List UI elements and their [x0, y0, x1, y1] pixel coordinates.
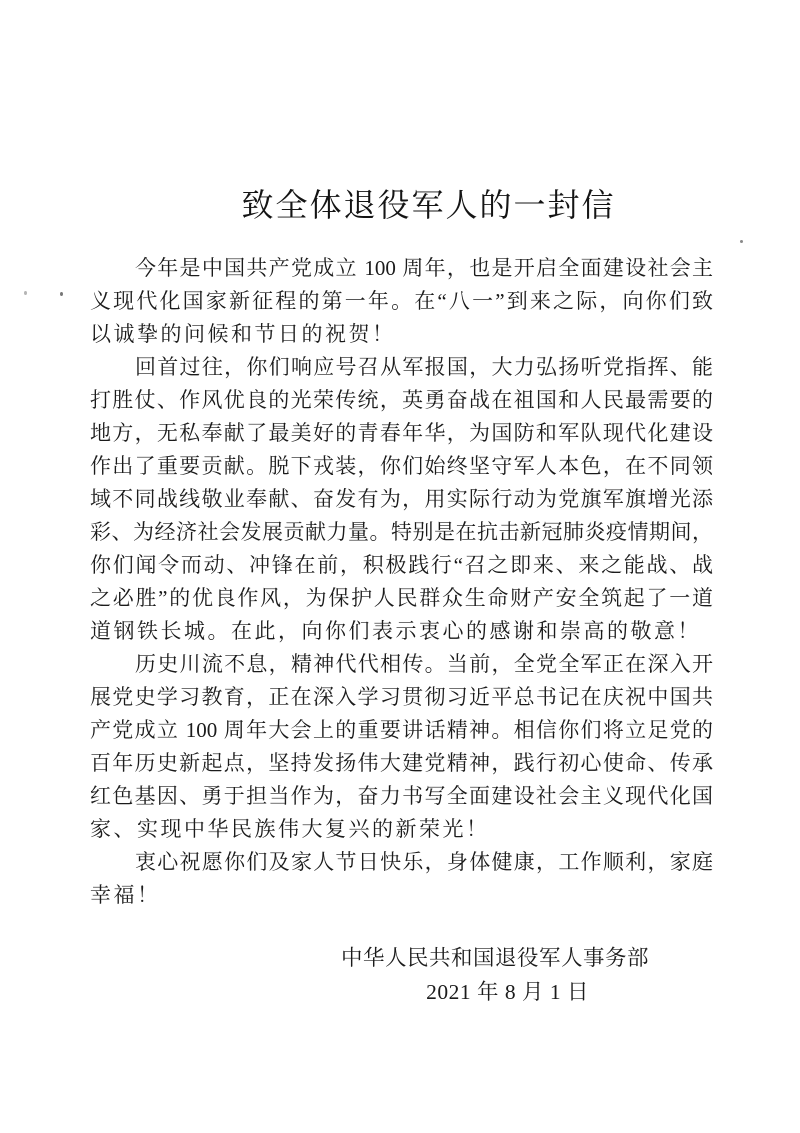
letter-body	[90, 252, 713, 912]
letter-body-line: 幸福！	[90, 883, 161, 907]
letter-title: 致全体退役军人的一封信	[241, 187, 616, 223]
signature-block	[90, 941, 713, 1009]
letter-body-line: 彩、为经济社会发展贡献力量。特别是在抗击新冠肺炎疫情期间，	[90, 520, 713, 544]
scan-speck	[24, 291, 27, 295]
letter-body-line: 百年历史新起点，坚持发扬伟大建党精神，践行初心使命、传承	[90, 751, 713, 775]
letter-body-line: 展党史学习教育，正在深入学习贯彻习近平总书记在庆祝中国共	[90, 685, 713, 709]
letter-body-line: 义现代化国家新征程的第一年。在“八一”到来之际，向你们致	[90, 289, 713, 313]
letter-body-line: 红色基因、勇于担当作为，奋力书写全面建设社会主义现代化国	[90, 784, 713, 808]
letter-body-line: 家、实现中华民族伟大复兴的新荣光！	[90, 817, 490, 841]
signature-date: 2021 年 8 月 1 日	[426, 980, 589, 1004]
letter-body-line: 回首过往，你们响应号召从军报国，大力弘扬听党指挥、能	[135, 355, 713, 379]
letter-body-line: 以诚挚的问候和节日的祝贺！	[90, 322, 396, 346]
scan-speck	[60, 292, 63, 296]
letter-body-line: 道钢铁长城。在此，向你们表示衷心的感谢和崇高的敬意！	[90, 619, 701, 643]
letter-body-line: 历史川流不息，精神代代相传。当前，全党全军正在深入开	[135, 652, 713, 676]
signature-organization: 中华人民共和国退役军人事务部	[340, 946, 649, 970]
letter-body-line: 你们闻令而动、冲锋在前，积极践行“召之即来、来之能战、战	[90, 553, 713, 577]
letter-body-line: 今年是中国共产党成立 100 周年，也是开启全面建设社会主	[135, 256, 713, 280]
letter-body-line: 之必胜”的优良作风，为保护人民群众生命财产安全筑起了一道	[90, 586, 713, 610]
letter-body-line: 产党成立 100 周年大会上的重要讲话精神。相信你们将立足党的	[90, 718, 713, 742]
letter-body-line: 打胜仗、作风优良的光荣传统，英勇奋战在祖国和人民最需要的	[90, 388, 713, 412]
scan-speck	[740, 240, 743, 243]
letter-body-line: 域不同战线敬业奉献、奋发有为，用实际行动为党旗军旗增光添	[90, 487, 713, 511]
letter-body-line: 作出了重要贡献。脱下戎装，你们始终坚守军人本色，在不同领	[90, 454, 713, 478]
letter-body-line: 地方，无私奉献了最美好的青春年华，为国防和军队现代化建设	[90, 421, 713, 445]
letter-body-line: 衷心祝愿你们及家人节日快乐，身体健康，工作顺利，家庭	[135, 850, 713, 874]
